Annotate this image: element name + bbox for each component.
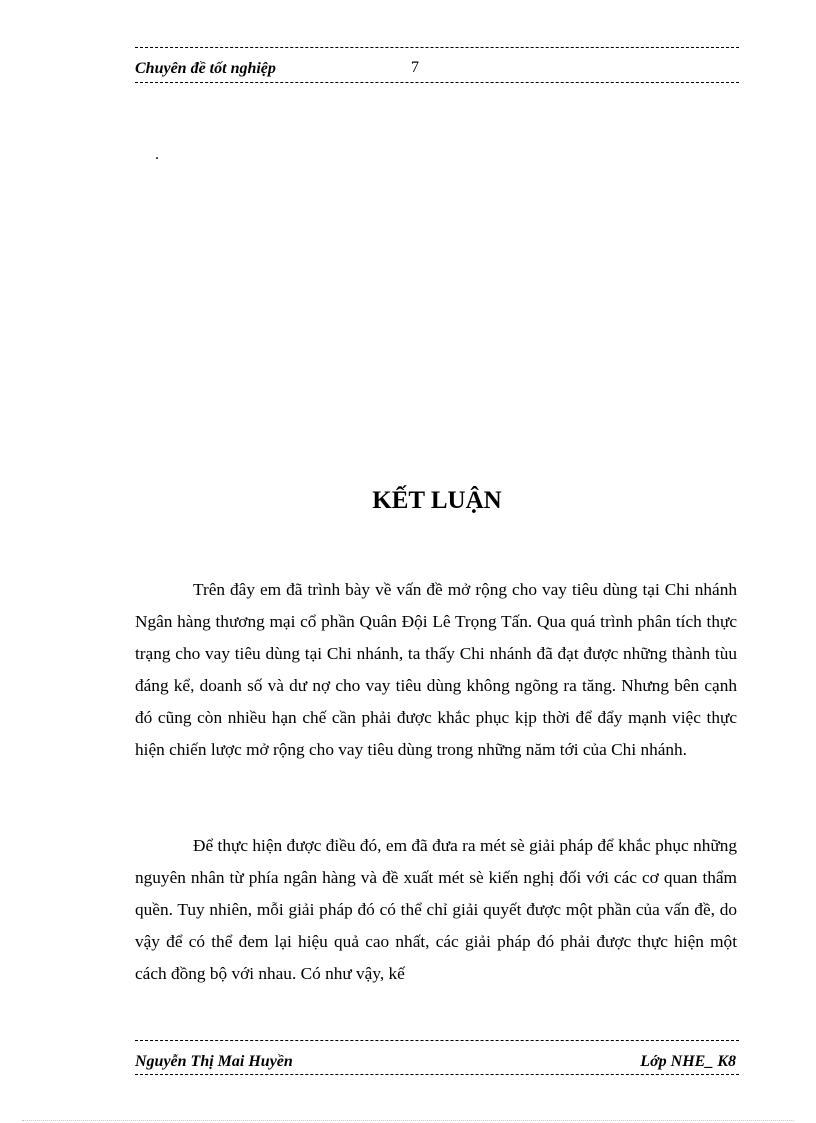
footer-class-label: Lớp NHE_ K8 bbox=[640, 1053, 736, 1070]
page-edge-divider bbox=[22, 1120, 794, 1121]
section-title: KẾT LUẬN bbox=[372, 486, 502, 514]
page-number: 7 bbox=[411, 59, 419, 76]
header-bottom-rule bbox=[135, 82, 739, 83]
header-top-rule bbox=[135, 47, 739, 48]
body-paragraph: Để thực hiện được điều đó, em đã đưa ra mét sè giải pháp để khắc phục những nguyên nhân từ phía ngân hàng và đề xuất mét sè kiến nghị đối với các cơ quan thẩm quền. Tuy nhiên, mỗi giải pháp đó có thể chỉ giải quyết được một phần của vấn đề, do vậy để có thể đem lại hiệu quả cao nhất, các giải pháp đó phải được thực hiện một cách đồng bộ với nhau. Có như vậy, kế bbox=[135, 836, 737, 983]
footer-author: Nguyễn Thị Mai Huyền bbox=[135, 1053, 293, 1070]
footer-bottom-rule bbox=[135, 1074, 739, 1075]
footer-top-rule bbox=[135, 1040, 739, 1041]
stray-mark: . bbox=[155, 146, 159, 163]
header-title: Chuyên đề tốt nghiệp bbox=[135, 60, 276, 77]
body-paragraph: Trên đây em đã trình bày về vấn đề mở rộng cho vay tiêu dùng tại Chi nhánh Ngân hàng thương mại cổ phần Quân Đội Lê Trọng Tấn. Qua quá trình phân tích thực trạng cho vay tiêu dùng tại Chi nhánh, ta thấy Chi nhánh đã đạt được những thành tùu đáng kể, doanh số và dư nợ cho vay tiêu dùng không ngõng ra tăng. Nhưng bên cạnh đó cũng còn nhiều hạn chế cần phải được khắc phục kịp thời để đẩy mạnh việc thực hiện chiến lược mở rộng cho vay tiêu dùng trong những năm tới của Chi nhánh. bbox=[135, 580, 737, 759]
